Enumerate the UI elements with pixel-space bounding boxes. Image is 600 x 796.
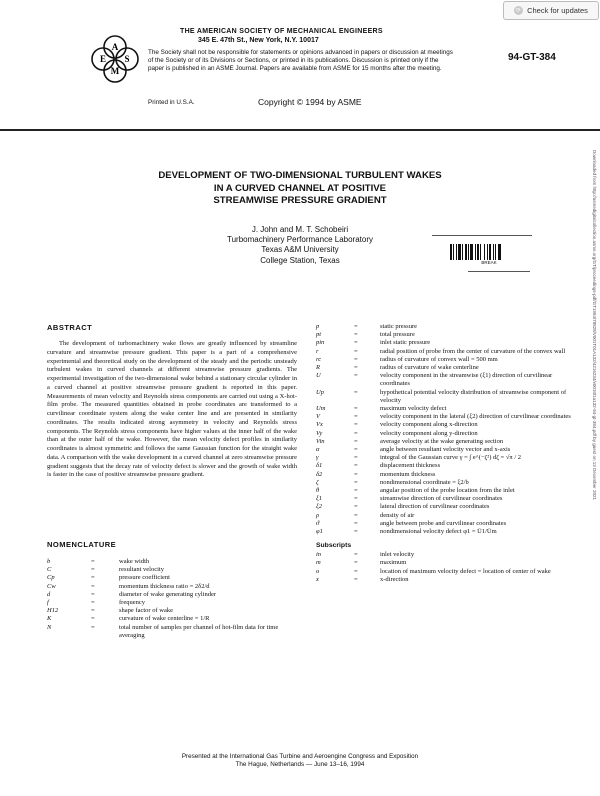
nomenclature-definition: angle between probe and curvilinear coordinates xyxy=(380,519,507,527)
nomenclature-symbol: ϑ xyxy=(316,519,320,527)
nomenclature-row xyxy=(316,438,581,446)
nomenclature-definition: wake width xyxy=(119,558,150,565)
nomenclature-row xyxy=(316,559,581,567)
barcode-bar xyxy=(468,244,469,260)
barcode-bar xyxy=(477,244,479,260)
nomenclature-definition: streamwise direction of curvilinear coordinates xyxy=(380,495,503,503)
nomenclature-equals: = xyxy=(354,437,358,445)
author-names: J. John and M. T. Schobeiri xyxy=(251,225,349,234)
nomenclature-definition: frequency xyxy=(119,599,145,607)
barcode-bar xyxy=(493,244,494,260)
society-address: 345 E. 47th St., New York, N.Y. 10017 xyxy=(198,37,319,44)
nomenclature-symbol: b xyxy=(47,558,51,565)
nomenclature-equals: = xyxy=(354,559,358,567)
barcode-bar xyxy=(462,244,463,260)
nomenclature-symbol: r xyxy=(316,347,319,355)
barcode-label: BREAK xyxy=(481,260,497,265)
nomenclature-symbol: N xyxy=(47,623,52,631)
barcode-bar xyxy=(498,244,501,260)
nomenclature-equals: = xyxy=(91,558,95,565)
nomenclature-equals: = xyxy=(354,388,358,396)
nomenclature-symbol: δ1 xyxy=(316,462,323,470)
nomenclature-definition: integral of the Gaussian curve γ = ∫ e^(−ζ²) dζ = √π / 2 xyxy=(380,454,521,462)
nomenclature-row xyxy=(316,576,581,584)
nomenclature-definition: total number of samples per channel of hot-film data for time averaging xyxy=(119,623,279,639)
nomenclature-row xyxy=(316,372,581,388)
nomenclature-definition: lateral direction of curvilinear coordinates xyxy=(380,503,490,511)
nomenclature-row xyxy=(316,356,581,364)
nomenclature-row xyxy=(316,568,581,576)
author-lab: Turbomachinery Performance Laboratory xyxy=(227,235,373,245)
nomenclature-symbol: p xyxy=(316,323,320,330)
nomenclature-row xyxy=(316,487,581,495)
nomenclature-equals: = xyxy=(91,590,95,598)
nomenclature-row xyxy=(316,339,581,347)
nomenclature-symbol: γ xyxy=(316,454,319,462)
nomenclature-equals: = xyxy=(354,551,358,559)
nomenclature-definition: angular position of the probe location from the inlet xyxy=(380,487,515,495)
footer-line: The Hague, Netherlands — June 13–16, 1994 xyxy=(235,761,365,769)
nomenclature-equals: = xyxy=(354,478,358,486)
nomenclature-row xyxy=(47,574,302,582)
nomenclature-symbol: R xyxy=(316,364,320,372)
nomenclature-row xyxy=(47,624,302,640)
nomenclature-symbol: pt xyxy=(316,331,322,339)
nomenclature-symbol: pin xyxy=(316,339,325,347)
society-name: THE AMERICAN SOCIETY OF MECHANICAL ENGINEERS xyxy=(180,28,383,35)
nomenclature-definition: displacement thickness xyxy=(380,462,441,470)
nomenclature-row xyxy=(316,405,581,413)
copyright: Copyright © 1994 by ASME xyxy=(258,97,362,107)
nomenclature-equals: = xyxy=(354,567,358,575)
barcode-bar xyxy=(487,244,488,260)
nomenclature-equals: = xyxy=(91,607,95,615)
nomenclature-heading: NOMENCLATURE xyxy=(47,540,117,549)
nomenclature-row xyxy=(316,503,581,511)
nomenclature-equals: = xyxy=(354,519,358,527)
nomenclature-symbol: Vin xyxy=(316,437,325,445)
nomenclature-symbol: α xyxy=(316,446,320,454)
nomenclature-definition: velocity component along x-direction xyxy=(380,421,478,429)
barcode-bar xyxy=(489,244,491,260)
nomenclature-definition: radius of curvature of convex wall = 500 mm xyxy=(380,355,498,363)
nomenclature-equals: = xyxy=(354,421,358,429)
nomenclature-equals: = xyxy=(91,566,95,574)
logo-letter-s: S xyxy=(124,54,130,64)
nomenclature-equals: = xyxy=(354,339,358,347)
logo-letter-e: E xyxy=(99,54,107,64)
nomenclature-symbol: φ1 xyxy=(316,528,323,536)
nomenclature-symbol: m xyxy=(316,559,321,567)
nomenclature-equals: = xyxy=(91,623,95,631)
nomenclature-row xyxy=(316,389,581,405)
nomenclature-equals: = xyxy=(354,446,358,454)
nomenclature-equals: = xyxy=(354,413,358,421)
nomenclature-row xyxy=(47,599,302,607)
nomenclature-definition: hypothetical potential velocity distribution of streamwise component of velocity xyxy=(380,388,567,404)
nomenclature-equals: = xyxy=(354,495,358,503)
nomenclature-symbol: o xyxy=(316,567,320,575)
nomenclature-row xyxy=(316,471,581,479)
paper-number: 94-GT-384 xyxy=(508,52,556,63)
subscripts-entries xyxy=(316,551,581,584)
nomenclature-equals: = xyxy=(354,454,358,462)
nomenclature-row xyxy=(316,495,581,503)
nomenclature-row xyxy=(316,413,581,421)
nomenclature-definition: density of air xyxy=(380,511,415,519)
nomenclature-equals: = xyxy=(354,487,358,495)
disclaimer-text: The Society shall not be responsible for statements or opinions advanced in papers or discussion at meetings of the Society or of its Divisions or Sections, or printed in its publications. Discussion is printed only if the paper is published in an ASME Journal. Papers are available from ASME for 15 months after the meeting. xyxy=(148,49,453,73)
nomenclature-row xyxy=(316,528,581,536)
nomenclature-row xyxy=(316,520,581,528)
nomenclature-definition: pressure coefficient xyxy=(119,574,170,582)
nomenclature-symbol: x xyxy=(316,575,319,583)
nomenclature-equals: = xyxy=(354,323,358,330)
nomenclature-symbol: Vx xyxy=(316,421,323,429)
nomenclature-symbol: Cw xyxy=(47,582,56,590)
nomenclature-symbol: Cp xyxy=(47,574,55,582)
refresh-icon: ⟳ xyxy=(516,8,522,14)
nomenclature-symbol: C xyxy=(47,566,52,574)
nomenclature-list-right xyxy=(316,323,581,584)
nomenclature-definition: inlet velocity xyxy=(380,551,415,559)
nomenclature-equals: = xyxy=(91,574,95,582)
barcode-bar xyxy=(470,244,473,260)
asme-logo xyxy=(86,30,144,88)
nomenclature-row xyxy=(47,583,302,591)
nomenclature-definition: maximum xyxy=(380,559,407,567)
nomenclature-symbol: Up xyxy=(316,388,324,396)
barcode-bar xyxy=(450,244,452,260)
nomenclature-definition: static pressure xyxy=(380,323,418,330)
barcode-bar xyxy=(453,244,454,260)
nomenclature-symbol: δ2 xyxy=(316,470,323,478)
nomenclature-equals: = xyxy=(354,347,358,355)
conference-footer xyxy=(0,753,600,770)
nomenclature-symbol: K xyxy=(47,615,52,623)
nomenclature-row xyxy=(316,512,581,520)
nomenclature-definition: total pressure xyxy=(380,331,415,339)
barcode-bar xyxy=(465,244,467,260)
nomenclature-equals: = xyxy=(354,462,358,470)
barcode-bar xyxy=(484,244,485,260)
nomenclature-row xyxy=(47,558,302,566)
nomenclature-row xyxy=(47,591,302,599)
nomenclature-symbol: V xyxy=(316,413,320,421)
nomenclature-equals: = xyxy=(354,503,358,511)
nomenclature-equals: = xyxy=(354,429,358,437)
nomenclature-definition: radius of curvature of wake centerline xyxy=(380,364,479,372)
footer-line: Presented at the International Gas Turbine and Aeroengine Congress and Exposition xyxy=(181,753,419,760)
nomenclature-definition: angle between resultant velocity vector and x-axis xyxy=(380,446,511,454)
subscripts-heading: Subscripts xyxy=(316,542,352,550)
barcode-bar xyxy=(495,244,496,260)
nomenclature-equals: = xyxy=(91,615,95,623)
nomenclature-equals: = xyxy=(354,364,358,372)
abstract-heading: ABSTRACT xyxy=(47,323,93,332)
download-watermark: Downloaded from http://asmedigitalcollection.asme.org/GT/proceedings-pdf/GT1994/78828/V001T01A132/4216234/v001t01a132-94-gt-384.pdf by guest on 13 December 2021 xyxy=(592,150,597,500)
author-university: Texas A&M University xyxy=(261,245,339,255)
nomenclature-row xyxy=(316,479,581,487)
nomenclature-row xyxy=(316,323,581,331)
nomenclature-symbol: θ xyxy=(316,487,320,495)
abstract-text: The development of turbomachinery wake flows are greatly influenced by streamline curvature and streamwise pressure gradient. This paper is a part of a comprehensive experimental and theoretical study on the development of the steady and the periodic unsteady turbulent wakes in curved channels at different streamwise pressure gradients. The experimental investigation of the two-dimensional wake behind a stationary circular cylinder in a curved channel at positive streamwise pressure gradient is reported in this paper. Measurements of mean velocity and Reynolds stress components are carried out using a X-hot-film probe. The measured quantities obtained in probe coordinates are transformed to a curvilinear coordinate system along the wake center line and are presented in similarity coordinates. The results indicated strong asymmetry in velocity and Reynolds stress components. The Reynolds stress components have higher values at the inner half of the wake than at the outer half of the wake. However, the mean velocity defect profiles in similarity coordinates is almost symmetric and follows the same Gaussian function for the straight wake data. A comparison with the wake development in a curved channel at zero streamwise pressure gradient suggests that the decay rate of velocity defect is slower and the growth of wake width is faster in the case of positive streamwise pressure gradient. xyxy=(47,340,297,479)
header-rule xyxy=(0,129,600,131)
nomenclature-definition: x-direction xyxy=(380,575,409,583)
title-line: DEVELOPMENT OF TWO-DIMENSIONAL TURBULENT WAKES xyxy=(158,170,442,181)
barcode-bar xyxy=(475,244,476,260)
nomenclature-row xyxy=(47,607,302,615)
nomenclature-row xyxy=(316,551,581,559)
nomenclature-definition: radial position of probe from the center of curvature of the convex wall xyxy=(380,347,566,355)
nomenclature-definition: diameter of wake generating cylinder xyxy=(119,590,217,598)
nomenclature-equals: = xyxy=(354,511,358,519)
author-location: College Station, Texas xyxy=(260,255,340,265)
nomenclature-equals: = xyxy=(354,372,358,380)
nomenclature-symbol: rc xyxy=(316,355,322,363)
nomenclature-symbol: ρ xyxy=(316,511,320,519)
nomenclature-row xyxy=(316,331,581,339)
nomenclature-symbol: in xyxy=(316,551,322,559)
nomenclature-equals: = xyxy=(354,528,358,536)
nomenclature-definition: shape factor of wake xyxy=(119,607,173,615)
barcode-rule xyxy=(468,271,530,272)
logo-letter-m: M xyxy=(110,66,120,76)
nomenclature-row xyxy=(316,364,581,372)
nomenclature-row xyxy=(316,454,581,462)
barcode-bar xyxy=(480,244,481,260)
nomenclature-equals: = xyxy=(91,582,95,590)
nomenclature-definition: velocity component in the streamwise (ξ1) direction of curvilinear coordinates xyxy=(380,372,553,388)
nomenclature-definition: nondimensional coordinate = ξ2/b xyxy=(380,478,469,486)
nomenclature-definition: curvature of wake centerline = 1/R xyxy=(119,615,210,623)
barcode-rule xyxy=(432,235,532,236)
nomenclature-symbol: Vy xyxy=(316,429,323,437)
nomenclature-definition: nondimensional velocity defect φ1 = Ū1/Ūm xyxy=(380,528,497,536)
nomenclature-definition: momentum thickness ratio = 2δ2/d xyxy=(119,582,210,590)
nomenclature-symbol: f xyxy=(47,599,49,607)
nomenclature-equals: = xyxy=(91,599,95,607)
nomenclature-row xyxy=(47,566,302,574)
nomenclature-row xyxy=(47,615,302,623)
nomenclature-symbol: ξ2 xyxy=(316,503,323,511)
title-line: STREAMWISE PRESSURE GRADIENT xyxy=(213,195,387,206)
logo-letter-a: A xyxy=(111,42,119,52)
title-line: IN A CURVED CHANNEL AT POSITIVE xyxy=(213,182,387,194)
nomenclature-symbol: ξ1 xyxy=(316,495,323,503)
nomenclature-row xyxy=(316,421,581,429)
barcode xyxy=(450,244,528,260)
nomenclature-symbol: d xyxy=(47,590,51,598)
nomenclature-symbol: H12 xyxy=(47,607,59,615)
nomenclature-equals: = xyxy=(354,470,358,478)
nomenclature-definition: location of maximum velocity defect = location of center of wake xyxy=(380,567,551,575)
nomenclature-definition: velocity component along y-direction xyxy=(380,429,478,437)
barcode-bar xyxy=(458,244,461,260)
nomenclature-row xyxy=(316,430,581,438)
check-for-updates-label: Check for updates xyxy=(527,6,588,15)
nomenclature-equals: = xyxy=(354,405,358,413)
check-for-updates-button[interactable] xyxy=(503,1,599,20)
paper-title xyxy=(0,170,600,208)
nomenclature-definition: resultant velocity xyxy=(119,566,164,574)
nomenclature-entries xyxy=(316,323,581,536)
nomenclature-symbol: ζ xyxy=(316,478,319,486)
nomenclature-definition: maximum velocity defect xyxy=(380,405,447,413)
nomenclature-row xyxy=(316,348,581,356)
barcode-bar xyxy=(456,244,457,260)
nomenclature-list-left xyxy=(47,558,302,640)
nomenclature-equals: = xyxy=(354,575,358,583)
nomenclature-row xyxy=(316,462,581,470)
nomenclature-definition: inlet static pressure xyxy=(380,339,431,347)
nomenclature-symbol: Um xyxy=(316,405,326,413)
nomenclature-definition: average velocity at the wake generating section xyxy=(380,437,504,445)
printed-in: Printed in U.S.A. xyxy=(148,99,195,106)
nomenclature-definition: velocity component in the lateral (ξ2) direction of curvilinear coordinates xyxy=(380,413,571,421)
nomenclature-equals: = xyxy=(354,331,358,339)
nomenclature-definition: momentum thickness xyxy=(380,470,436,478)
nomenclature-symbol: U xyxy=(316,372,321,380)
nomenclature-equals: = xyxy=(354,355,358,363)
